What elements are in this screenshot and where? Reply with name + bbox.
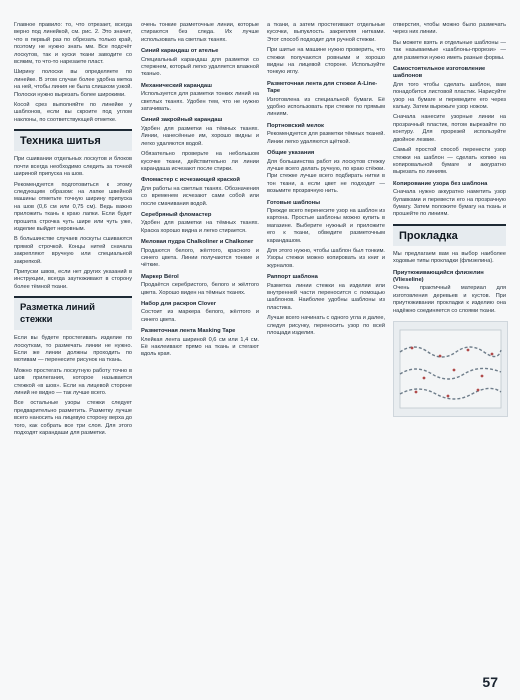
paragraph: Очень практичный материал для изготовления деревьев и кустов. При приутюживании прокладки к изделию она надёжно соединяется со слоями ткани.: [393, 285, 506, 314]
subheading: Общие указания: [267, 150, 315, 157]
paragraph: Продаются белого, жёлтого, красного и синего цвета. Линии получаются тонкие и чёткие.: [141, 247, 259, 269]
subheading: Меловая пудра Chalkoliner и Chalkoner: [141, 239, 254, 246]
subheading: Приутюживающийся флизелин (Vlieseline): [393, 269, 484, 283]
subheading: Разметочная лента Masking Tape: [141, 328, 236, 335]
subheading: Маркер Bérol: [141, 273, 179, 280]
quilted-fabric-swatch-icon: [394, 322, 507, 416]
paragraph: Состоит из маркера белого, жёлтого и синего цвета.: [141, 309, 259, 323]
paragraph: Клейкая лента шириной 0,6 см или 1,4 см. Её наклеивают прямо на ткань и стегают вдоль края.: [141, 336, 259, 358]
paragraph: Самый простой способ перенести узор стежки на шаблон — сделать копию на копировальной бумаге и аккуратно вырезать по линиям.: [393, 147, 506, 176]
column-1: [14, 22, 132, 440]
paragraph: Используется для разметки тонких линий на светлых тканях. Удобен тем, что не нужно затачивать.: [141, 91, 259, 113]
subheading: Готовые шаблоны: [267, 199, 321, 206]
subheading: Копирование узора без шаблона: [393, 180, 488, 187]
subheading: Фломастер с исчезающей краской: [141, 177, 240, 184]
subheading: Механический карандаш: [141, 82, 212, 89]
column-2: [141, 22, 259, 362]
subheading: Раппорт шаблона: [267, 274, 318, 281]
subheading: Синий закройный карандаш: [141, 117, 223, 124]
paragraph: отверстия, чтобы можно было размечать через них линии.: [393, 22, 506, 36]
paragraph: Главное правило: то, что отрезает, всегда верно под линейкой, см. рис. 2. Это значит, что в первый раз по обрезать только край, поэтому не нужно знать мм. Все подсчёт лоскутов, так и куски ткани заводите со всяким, то что-то нарезаете пласт.: [14, 22, 132, 66]
paragraph: Лучше всего начинать с одного угла и далее, следуя рисунку, переносить узор по всей площади изделия.: [267, 315, 385, 337]
paragraph: Сначала нанесите узорные линии на прозрачный пластик, потом вырезайте по контуру. Для прорезей используйте двойное лезвие.: [393, 114, 506, 143]
paragraph: Вы можете взять и отдельные шаблоны — так называемые «шаблоны-прорези» — для разметки нужно иметь разные формы.: [393, 39, 506, 61]
column-3: [267, 22, 385, 340]
paragraph: Разметка линии стежки на изделии или внутренней части переносится с помощью шаблонов. Наиболее удобны шаблоны из пластика.: [267, 282, 385, 311]
paragraph: Для работы на светлых тканях. Обозначения со временем исчезают сами собой или после смачивания водой.: [141, 185, 259, 207]
paragraph: Рекомендуется подготовиться к этому следующим образом: на лапке швейной машины отметьте точную ширину припуска на шов (0,6 см или 0,75 см). Ведь важно приложить ткань к краю лапки. Если будет прошита строчка чуть шире или чуть уже, изделие выйдет неровным.: [14, 181, 132, 232]
paragraph: Все остальные узоры стежки следует предварительно разметить. Разметку лучше всего наносить на лицевую сторону верха до того, как собрать все три слоя. Для этого подходят карандаши для разметки.: [14, 400, 132, 437]
paragraph: При сшивании отдельных лоскутов и блоков почти всегда необходимо следить за точной шириной припуска на шов.: [14, 156, 132, 178]
paragraph: Мы предлагаем вам на выбор наиболее ходовые типы прокладки (флизелина).: [393, 250, 506, 265]
paragraph: Продаётся серебристого, белого и жёлтого цвета. Хорошо виден на тёмных тканях.: [141, 282, 259, 296]
paragraph: а ткани, а затем простегивают отдельные кусочки, выпуклость закрепляя нитками. Этот способ подходит для ручной стежки.: [267, 22, 385, 43]
paragraph: Для того чтобы сделать шаблон, вам понадобится листовой пластик. Нарисуйте узор на бумаге и переведите его через кальку. Затем вырежьте узор ножом.: [393, 81, 506, 111]
paragraph: Ширину полоски вы определяете по линейке. В этом случае более удобна метка на ней, чтобы линия не была слишком узкой. Полоски нужно вырезать более широкими.: [14, 69, 132, 98]
paragraph: Сначала нужно аккуратно наметить узор булавками и перевести его на прозрачную бумагу. Затем положите бумагу на ткань и прошейте по линиям.: [393, 189, 506, 218]
paragraph: Удобен для разметки на тёмных тканях. Линии, нанесённые им, хорошо видны и легко удаляются водой.: [141, 125, 259, 147]
paragraph: Обязательно проверьте на небольшом кусочке ткани, действительно ли линии карандаша исчезают после стирки.: [141, 151, 259, 172]
paragraph: Для большинства работ из лоскутов стежку лучше всего делать ручную, по краю стёжки. При стежке лучше всего подбирать нитки в тон ткани, а если цвет не подходит — возьмите прозрачную нить.: [267, 158, 385, 195]
paragraph: Припуски швов, если нет других указаний в инструкции, всегда заутюживают в сторону более тёмной ткани.: [14, 268, 132, 290]
subheading: Синий карандаш от ателье: [141, 48, 219, 55]
paragraph: Можно простегать лоскутную работу точно в шов прилегания, которое называется стежкой «в шов». Если на лицевой стороне линий не видно — так лучше всего.: [14, 367, 132, 397]
paragraph: Изготовлена из специальной бумаги. Её удобно использовать при стежке по прямым линиям.: [267, 96, 385, 118]
paragraph: В большинстве случаев лоскуты сшиваются прямой строчкой. Концы нитей сначала закрепляют вручную или специальной закрепкой.: [14, 236, 132, 265]
paragraph: очень тонкие разметочные линии, которые стираются без следа. Их лучше использовать на светлых тканях.: [141, 22, 259, 43]
quilted-fabric-photo: [393, 321, 508, 417]
paragraph: Косой срез выполняйте по линейке у шаблонов, если вы скроите под углом наклоны, по соответствующей отметке.: [14, 102, 132, 123]
paragraph: Рекомендуется для разметки тёмных тканей. Линии легко удаляются щёткой.: [267, 131, 385, 145]
subheading: Самостоятельное изготовление шаблонов: [393, 66, 486, 80]
paragraph: Специальный карандаш для разметки со стержнем, который легко удаляется влажной тканью.: [141, 56, 259, 78]
subheading: Разметочная лента для стежки A-Line-Tape: [267, 80, 378, 95]
section-heading-batting: Прокладка: [393, 224, 506, 246]
paragraph: Прежде всего перенесите узор на шаблон из картона. Простые шаблоны можно купить в магазине. Выберите нужный и приложите его к ткани, обведите разметочным карандашом.: [267, 207, 385, 244]
subheading: Серебряный фломастер: [141, 211, 212, 218]
subheading: Набор для раскроя Clover: [141, 301, 216, 307]
paragraph: Удобен для разметки на тёмных тканях. Краска хорошо видна и легко стирается.: [141, 220, 259, 234]
paragraph: Если вы будете простегивать изделие по лоскуткам, то размечать линии не нужно. Если же линии должны проходить по мотивам — перенесите рисунок на ткань.: [14, 335, 132, 364]
subheading: Портновский мелок: [267, 122, 324, 129]
column-4: [393, 22, 506, 417]
section-heading-marking: Разметка линий стежки: [14, 296, 132, 330]
paragraph: Для этого нужно, чтобы шаблон был тонким. Узоры стежки можно копировать из книг и журналов.: [267, 247, 385, 269]
paragraph: При шитье на машине нужно проверить, что стежки получаются ровными и хорошо видны на лицевой стороне. Используйте тонкую иглу.: [267, 47, 385, 76]
page-number: 57: [482, 674, 498, 690]
section-heading-sewing: Техника шитья: [14, 129, 132, 151]
